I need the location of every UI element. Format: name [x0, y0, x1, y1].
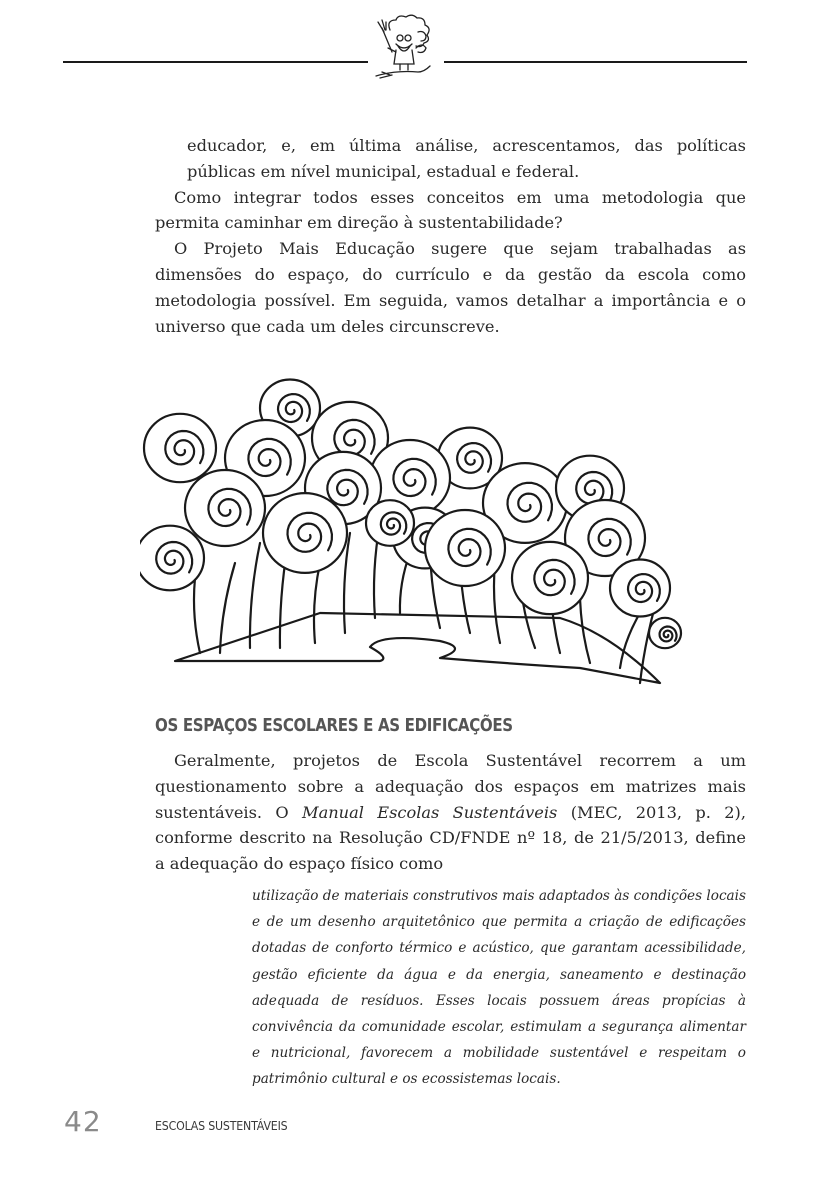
tree-trunk — [220, 563, 235, 653]
tree-canopy — [425, 510, 505, 586]
paragraph-text: Geralmente, projetos de Escola Sustentável recorrem a um questionamento sobre a adequação dos espaços em matrizes mais sustentáveis. O — [155, 751, 746, 822]
paragraph-continuation: educador, e, em última análise, acrescentamos, das políticas públicas em nível municipal, estadual e federal. — [187, 136, 746, 181]
page-number: 42 — [64, 1105, 102, 1138]
body-text-section — [155, 748, 746, 877]
paragraph-text: (MEC, 2013, p. 2), conforme descrito na Resolução CD/FNDE nº 18, de 21/5/2013, define a adequação do espaço físico como — [155, 802, 747, 874]
paragraph-question: Como integrar todos esses conceitos em uma metodologia que permita caminhar em direção à sustentabilidade? — [155, 187, 746, 233]
tree-canopy — [610, 560, 670, 617]
mascot-broom-head — [378, 20, 386, 32]
body-text-top — [155, 133, 746, 339]
tree-trunk — [194, 578, 200, 653]
tree-canopy — [140, 526, 204, 591]
tree-canopy — [185, 470, 265, 546]
mascot-eye-left — [397, 35, 403, 41]
mascot-eye-right — [405, 35, 411, 41]
paragraph-spaces — [155, 748, 746, 877]
mascot-hair-curl — [418, 32, 426, 42]
tree-canopy — [263, 493, 347, 573]
section-heading: OS ESPAÇOS ESCOLARES E AS EDIFICAÇÕES — [155, 716, 513, 736]
tree-canopy — [144, 414, 216, 482]
tree-canopy — [512, 542, 588, 614]
mascot-body — [394, 50, 414, 64]
spiral-trees-illustration — [140, 363, 700, 703]
mascot-legs — [400, 64, 408, 70]
paragraph-methodology: O Projeto Mais Educação sugere que sejam trabalhadas as dimensões do espaço, do currículo e da gestão da escola como metodologia possível. Em seguida, vamos detalhar a importância e o universo que cada um deles circunscreve. — [155, 239, 746, 336]
block-quote — [252, 883, 746, 1093]
mascot-hair — [389, 15, 429, 46]
mascot-ground-branch — [376, 66, 430, 78]
running-title: ESCOLAS SUSTENTÁVEIS — [155, 1118, 288, 1133]
quote-text: utilização de materiais construtivos mais adaptados às condições locais e de um desenho arquitetônico que permita a criação de edificações dotadas de conforto térmico e acústico, que garantam acessibilidade, gestão eficiente da água e da energia, saneamento e destinação adequada de resíduos. Esses locais possuem áreas propícias à convivência da comunidade escolar, estimulam a segurança alimentar e nutricional, favorecem a mobilidade sustentável e respeitam o patrimônio cultural e os ecossistemas locais. — [252, 888, 746, 1088]
manual-title: Manual Escolas Sustentáveis — [302, 802, 558, 822]
cartoon-gardener-with-broom-icon — [368, 14, 444, 82]
